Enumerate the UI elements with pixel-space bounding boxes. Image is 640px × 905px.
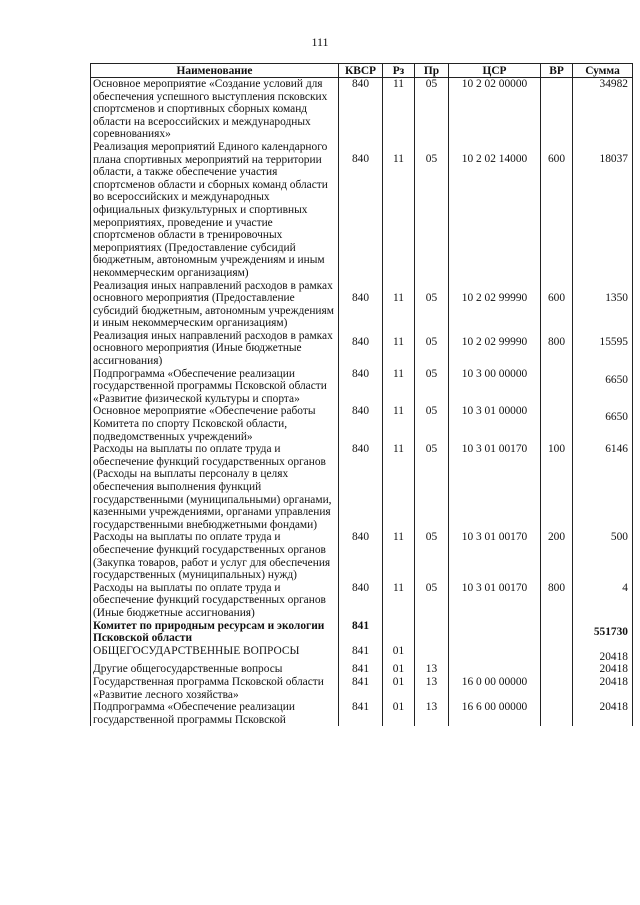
- cell-kvsr: 841: [339, 645, 383, 664]
- cell-kvsr: 841: [339, 676, 383, 701]
- cell-pr: [415, 280, 449, 330]
- cell-csr: 10 3 01 00000: [449, 405, 541, 443]
- cell-vr: [541, 368, 573, 406]
- cell-name: Основное мероприятие «Создание условий для обеспечения успешного выступления псковских спортсменов и спортивных сборных команд области на всероссийских и международных соревнованиях»: [91, 78, 339, 141]
- cell-rz: 11: [383, 443, 415, 531]
- cell-vr: [541, 645, 573, 664]
- header-name: Наименование: [91, 64, 339, 78]
- cell-pr: 13: [415, 701, 449, 726]
- header-vr: ВР: [541, 64, 573, 78]
- cell-csr: 10 3 01 00170: [449, 582, 541, 620]
- table-row: [91, 531, 633, 581]
- cell-name: Комитет по природным ресурсам и экологии Псковской области: [91, 620, 339, 645]
- cell-kvsr: 840: [339, 531, 383, 581]
- cell-sum: 20418: [573, 701, 633, 726]
- cell-vr: [541, 330, 573, 368]
- table-row: [91, 645, 633, 664]
- cell-sum: 4: [573, 582, 633, 620]
- cell-csr: [449, 663, 541, 676]
- cell-csr: [449, 620, 541, 645]
- cell-pr-value: 05: [425, 152, 438, 165]
- table-row: [91, 141, 633, 280]
- cell-kvsr: 840: [339, 78, 383, 141]
- cell-csr: 16 6 00 00000: [449, 701, 541, 726]
- cell-csr-value: 10 2 02 14000: [461, 152, 528, 165]
- table-header-row: [91, 64, 633, 78]
- cell-pr: [415, 141, 449, 280]
- cell-rz: [383, 280, 415, 330]
- cell-vr: 100: [541, 443, 573, 531]
- cell-pr-value: 05: [425, 291, 438, 304]
- cell-name: Реализация иных направлений расходов в рамках основного мероприятия (Предоставление субсидий бюджетным, автономным учреждениям и иным некоммерческим организациям): [91, 280, 339, 330]
- cell-rz: 11: [383, 78, 415, 141]
- table-row: [91, 663, 633, 676]
- table-row: [91, 443, 633, 531]
- cell-name: Основное мероприятие «Обеспечение работы Комитета по спорту Псковской области, подведомственных учреждений»: [91, 405, 339, 443]
- cell-vr-value: 600: [547, 291, 566, 304]
- table-row: [91, 405, 633, 443]
- cell-name: ОБЩЕГОСУДАРСТВЕННЫЕ ВОПРОСЫ: [91, 645, 339, 664]
- cell-csr-value: 10 2 02 99990: [461, 335, 528, 348]
- cell-sum: 20418: [573, 676, 633, 701]
- cell-rz-value: 11: [393, 291, 404, 304]
- cell-vr: 200: [541, 531, 573, 581]
- cell-rz-value: 11: [393, 152, 404, 165]
- cell-vr-value: 600: [547, 152, 566, 165]
- cell-csr: 10 3 01 00170: [449, 443, 541, 531]
- cell-kvsr-value: 840: [351, 335, 370, 348]
- cell-sum: 6146: [573, 443, 633, 531]
- cell-kvsr: 840: [339, 582, 383, 620]
- table-row: [91, 620, 633, 645]
- cell-sum: [573, 330, 633, 368]
- table-row: [91, 368, 633, 406]
- page-number: 111: [311, 35, 329, 49]
- cell-vr: [541, 701, 573, 726]
- cell-csr: 10 3 00 00000: [449, 368, 541, 406]
- cell-rz-value: 11: [393, 335, 404, 348]
- cell-sum: [573, 620, 633, 645]
- cell-kvsr-value: 840: [351, 291, 370, 304]
- cell-kvsr: [339, 330, 383, 368]
- cell-kvsr: 841: [339, 663, 383, 676]
- cell-rz: 01: [383, 701, 415, 726]
- cell-sum-value: 15595: [599, 335, 628, 348]
- cell-sum: [573, 280, 633, 330]
- cell-csr: 10 2 02 00000: [449, 78, 541, 141]
- cell-sum: [573, 141, 633, 280]
- cell-pr: [415, 330, 449, 368]
- cell-vr: [541, 676, 573, 701]
- cell-sum: [573, 368, 633, 406]
- cell-name: Государственная программа Псковской области «Развитие лесного хозяйства»: [91, 676, 339, 701]
- cell-sum-value: 20418: [599, 650, 628, 663]
- cell-sum-value: 551730: [593, 625, 628, 638]
- cell-csr: [449, 280, 541, 330]
- cell-vr: 800: [541, 582, 573, 620]
- cell-vr: [541, 280, 573, 330]
- cell-vr: [541, 78, 573, 141]
- cell-vr: [541, 663, 573, 676]
- cell-csr: 16 0 00 00000: [449, 676, 541, 701]
- cell-rz: 11: [383, 368, 415, 406]
- cell-vr: [541, 141, 573, 280]
- cell-name: Подпрограмма «Обеспечение реализации государственной программы Псковской области «Развитие физической культуры и спорта»: [91, 368, 339, 406]
- cell-pr: 13: [415, 676, 449, 701]
- budget-table: [90, 63, 633, 726]
- cell-pr: 05: [415, 78, 449, 141]
- cell-rz: [383, 141, 415, 280]
- cell-kvsr: 840: [339, 368, 383, 406]
- cell-kvsr: [339, 141, 383, 280]
- cell-kvsr: 841: [339, 620, 383, 645]
- cell-csr: 10 3 01 00170: [449, 531, 541, 581]
- cell-sum: [573, 645, 633, 664]
- cell-kvsr: 840: [339, 405, 383, 443]
- cell-vr-value: 800: [547, 335, 566, 348]
- cell-pr: 05: [415, 582, 449, 620]
- cell-kvsr-value: 840: [351, 152, 370, 165]
- header-kvsr: КВСР: [339, 64, 383, 78]
- cell-rz: [383, 620, 415, 645]
- table-row: [91, 280, 633, 330]
- table-row: [91, 676, 633, 701]
- cell-csr: [449, 330, 541, 368]
- table-row: [91, 78, 633, 141]
- cell-vr: [541, 405, 573, 443]
- cell-name: Другие общегосударственные вопросы: [91, 663, 339, 676]
- cell-kvsr: [339, 280, 383, 330]
- table-row: [91, 582, 633, 620]
- cell-sum: 20418: [573, 663, 633, 676]
- budget-table-container: [90, 63, 632, 726]
- cell-kvsr: 840: [339, 443, 383, 531]
- cell-rz: 11: [383, 531, 415, 581]
- cell-rz: 01: [383, 676, 415, 701]
- cell-sum-value: 18037: [599, 152, 628, 165]
- cell-vr: [541, 620, 573, 645]
- cell-sum-value: 34982: [599, 78, 628, 90]
- cell-pr-value: 05: [425, 335, 438, 348]
- cell-sum-value: 6650: [605, 373, 628, 386]
- cell-pr: 05: [415, 443, 449, 531]
- table-row: [91, 701, 633, 726]
- cell-rz: 11: [383, 405, 415, 443]
- cell-name: Реализация иных направлений расходов в рамках основного мероприятия (Иные бюджетные ассигнования): [91, 330, 339, 368]
- cell-name: Расходы на выплаты по оплате труда и обеспечение функций государственных органов (Закупка товаров, работ и услуг для обеспечения государственных (муниципальных) нужд): [91, 531, 339, 581]
- header-pr: Пр: [415, 64, 449, 78]
- cell-name: Расходы на выплаты по оплате труда и обеспечение функций государственных органов (Иные бюджетные ассигнования): [91, 582, 339, 620]
- cell-pr: [415, 620, 449, 645]
- cell-csr: [449, 645, 541, 664]
- cell-name: Подпрограмма «Обеспечение реализации государственной программы Псковской: [91, 701, 339, 726]
- cell-rz: [383, 330, 415, 368]
- cell-pr: [415, 645, 449, 664]
- header-rz: Рз: [383, 64, 415, 78]
- table-row: [91, 330, 633, 368]
- cell-pr: 13: [415, 663, 449, 676]
- cell-csr: [449, 141, 541, 280]
- header-csr: ЦСР: [449, 64, 541, 78]
- cell-sum: [573, 78, 633, 141]
- cell-csr-value: 10 2 02 99990: [461, 291, 528, 304]
- cell-name: Расходы на выплаты по оплате труда и обеспечение функций государственных органов (Расходы на выплаты персоналу в целях обеспечения выполнения функций государственными (муниципальными) органами, казенными учреждениями, органами управления государственными внебюджетными фондами): [91, 443, 339, 531]
- header-sum: Сумма: [573, 64, 633, 78]
- cell-pr: 05: [415, 531, 449, 581]
- cell-name: Реализация мероприятий Единого календарного плана спортивных мероприятий на территории области, а также обеспечение участия спортсменов области и сборных команд области во всероссийских и международных официальных физкультурных и спортивных мероприятиях, проведение и участие спортсменов области в тренировочных мероприятиях (Предоставление субсидий бюджетным, автономным учреждениям и иным некоммерческим организациям): [91, 141, 339, 280]
- cell-sum-value: 6650: [605, 411, 628, 424]
- cell-pr: 05: [415, 405, 449, 443]
- cell-rz: 01: [383, 663, 415, 676]
- cell-rz: 01: [383, 645, 415, 664]
- cell-sum-value: 1350: [605, 291, 628, 304]
- cell-kvsr: 841: [339, 701, 383, 726]
- cell-rz: 11: [383, 582, 415, 620]
- cell-sum: 500: [573, 531, 633, 581]
- cell-sum: [573, 405, 633, 443]
- cell-pr: 05: [415, 368, 449, 406]
